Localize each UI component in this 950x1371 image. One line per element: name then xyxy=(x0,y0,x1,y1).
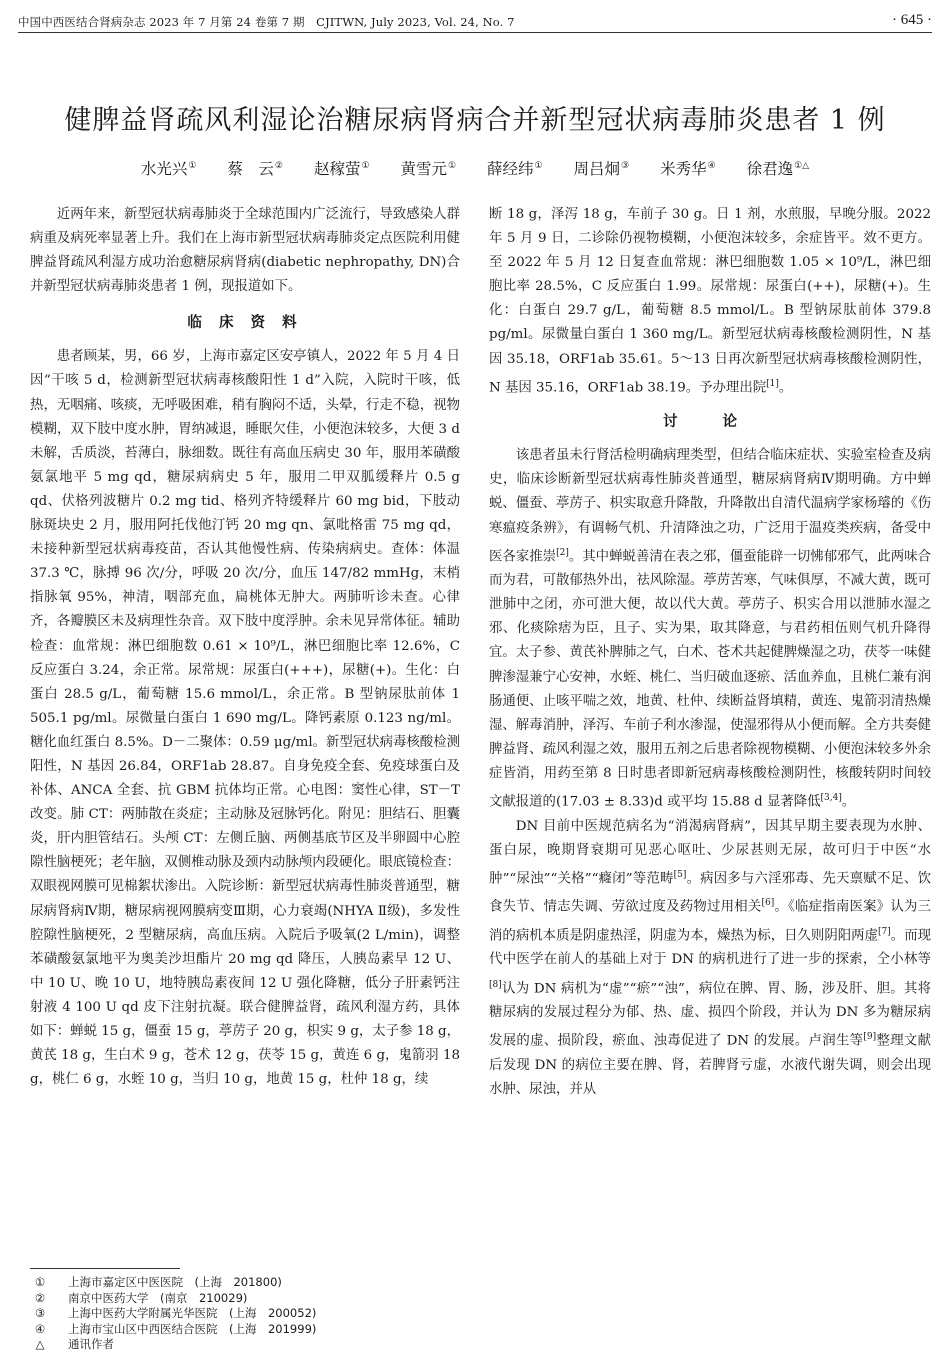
citation: [6] xyxy=(761,898,775,909)
discussion-paragraph: DN 目前中医规范病名为“消渴病肾病”，因其早期主要表现为水肿、蛋白尿，晚期肾衰期可见恶心呕吐、少尿甚则无尿，故可归于中医“水肿”“尿浊”“关格”“癃闭”等范畴[5]。病因多与六淫邪毒、先天禀赋不足、饮食失节、情志失调、劳欲过度及药物过用相关[6]。《临症指南医案》认为三消的病机本质是阴虚热淫，阴虚为本，燥热为标，日久则阴阳两虚[7]。而现代中医学在前人的基础上对于 DN 的病机进行了进一步的探索，仝小林等[8]认为 DN 病机为“虚”“瘀”“浊”，病位在脾、胃、肠，涉及肝、胆。其将糖尿病的发展过程分为郁、热、虚、损四个阶段，并认为 DN 多为糖尿病发展的虚、损阶段，瘀血、浊毒促进了 DN 的发展。卢润生等[9]整理文献后发现 DN 的病位主要在脾、肾，若脾肾亏虚，水液代谢失调，则会出现水肿、尿浊，并从 xyxy=(489,818,932,1097)
case-paragraph: 患者顾某，男，66 岁，上海市嘉定区安亭镇人，2022 年 5 月 4 日因“干咳 5 d，检测新型冠状病毒核酸阳性 1 d”入院，入院时干咳，低热，无咽痛、咳痰，无呼吸困难，稍有胸闷不适，头晕，行走不稳，视物模糊，双下肢中度水肿，胃纳减退，睡眠欠佳，小便泡沫较多，大便 3 d 未解，舌质淡，苔薄白，脉细数。既往有高血压病史 30 年，服用苯磺酸氨氯地平 5 mg qd，糖尿病病史 5 年，服用二甲双胍缓释片 0.5 g qd、伏格列波糖片 0.2 mg tid、格列齐特缓释片 60 mg bid，下肢动脉斑块史 2 月，服用阿托伐他汀钙 20 mg qn、氯吡格雷 75 mg qd，未接种新型冠状病毒疫苗，否认其他慢性病、传染病病史。查体：体温 37.3 ℃，脉搏 96 次/分，呼吸 20 次/分，血压 147/82 mmHg，末梢指脉氧 95%，神清，咽部充血，扁桃体无肿大。两肺听诊未查。心律齐，各瓣膜区未及病理性杂音。双下肢中度浮肿。余未见异常体征。辅助检查：血常规：淋巴细胞数 0.61 × 10⁹/L，淋巴细胞比率 12.6%，C 反应蛋白 3.24，余正常。尿常规：尿蛋白(+++)，尿糖(+)。生化：白蛋白 28.5 g/L，葡萄糖 15.6 mmol/L，余正常。B 型钠尿肽前体 1 505.1 pg/ml。尿微量白蛋白 1 690 mg/L。降钙素原 0.123 ng/ml。糖化血红蛋白 8.5%。D－二聚体：0.59 μg/ml。新型冠状病毒核酸检测阳性，N 基因 26.84，ORF1ab 28.87。自身免疫全套、免疫球蛋白及补体、ANCA 全套、抗 GBM 抗体均正常。心电图：窦性心律，ST－T 改变。肺 CT：两肺散在炎症；主动脉及冠脉钙化。附见：胆结石、胆囊炎，肝内胆管结石。头颅 CT：左侧丘脑、两侧基底节区及半卵圆中心腔隙性脑梗死；老年脑，双侧椎动脉及颈内动脉颅内段硬化。眼底镜检查：双眼视网膜可见棉絮状渗出。入院诊断：新型冠状病毒性肺炎普通型，糖尿病肾病Ⅳ期，糖尿病视网膜病变Ⅲ期，心力衰竭(NHYA Ⅱ级)，多发性腔隙性脑梗死，2 型糖尿病，高血压病。入院后予吸氧(2 L/min)，调整苯磺酸氨氯地平为奥美沙坦酯片 20 mg qd 降压，人胰岛素早 12 U、中 10 U、晚 10 U，地特胰岛素夜间 12 U 强化降糖，低分子肝素钙注射液 4 100 U qd 皮下注射抗凝。联合健脾益肾，疏风利湿方药，具体如下：蝉蜕 15 g，僵蚕 15 g，葶苈子 20 g，枳实 9 g，太子参 18 g，黄芪 18 g，生白术 9 g，苍术 12 g，茯苓 15 g，黄连 6 g，鬼箭羽 18 g，桃仁 6 g，水蛭 10 g，当归 10 g，地黄 15 g，杜仲 18 g，续 xyxy=(30,349,460,1088)
citation: [1] xyxy=(766,378,779,389)
author: 黄雪元① xyxy=(400,160,457,178)
footnote-item: ① 上海市嘉定区中医医院 (上海 201800) xyxy=(34,1275,282,1289)
citation: [5] xyxy=(673,869,687,880)
section-heading-discussion: 讨 论 xyxy=(662,413,758,431)
citation: [8] xyxy=(489,979,502,990)
author: 薛经纬① xyxy=(487,160,543,178)
left-column xyxy=(30,203,460,1092)
right-column xyxy=(489,203,931,1102)
article-title: 健脾益肾疏风利湿论治糖尿病肾病合并新型冠状病毒肺炎患者 1 例 xyxy=(64,105,886,136)
running-header xyxy=(18,12,932,33)
citation: [3,4] xyxy=(820,793,842,803)
footnote-item: △ 通讯作者 xyxy=(35,1337,114,1352)
footnote-item: ④ 上海市宝山区中西医结合医院 (上海 201999) xyxy=(34,1321,317,1336)
author: 徐君逸①△ xyxy=(746,160,810,178)
section-heading-clinical: 临 床 资 料 xyxy=(187,314,303,332)
discussion-paragraph: 该患者虽未行肾活检明确病理类型，但结合临床症状、实验室检查及病史，临床诊断新型冠状病毒性肺炎普通型，糖尿病肾病Ⅳ期明确。方中蝉蜕、僵蚕、葶苈子、枳实取意升降散，升降散出自清代温病学家杨璿的《伤寒瘟疫条辨》，有调畅气机、升清降浊之功，广泛用于温疫类疾病，备受中医各家推崇[2]。其中蝉蜕善清在表之邪，僵蚕能辟一切怫郁邪气，此两味合而为君，可散郁热外出，祛风除湿。葶苈苦寒，气味俱厚，不减大黄，既可泄肺中之闭，亦可泄大便，故以代大黄。葶苈子、枳实合用以泄肺水湿之邪、化痰除痞为臣，且子、实为果，取其降意，与君药相伍则气机升降得宜。太子参、黄芪补脾肺之气，白术、苍术共起健脾燥湿之功，茯苓一味健脾渗湿兼宁心安神，水蛭、桃仁、当归破血逐瘀、活血养血，且桃仁兼有润肠通便、止咳平喘之效，地黄、杜仲、续断益肾填精，黄连、鬼箭羽清热燥湿、解毒消肿，泽泻、车前子利水渗湿，使湿邪得从小便而解。全方共奏健脾益肾、疏风利湿之效，服用五剂之后患者除视物模糊、小便泡沫较多外余症皆消，用药至第 8 日时患者即新冠病毒核酸检测阴性，核酸转阴时间较文献报道的(17.03 ± 8.33)d 或平均 15.88 d 显著降低[3,4]。 xyxy=(489,448,932,810)
citation: [2] xyxy=(556,547,569,558)
footnote-divider xyxy=(30,1268,180,1269)
intro-paragraph: 近两年来，新型冠状病毒肺炎于全球范围内广泛流行，导致感染人群病重及病死率显著上升。我们在上海市新型冠状病毒肺炎定点医院利用健脾益肾疏风利湿方成功治愈糖尿病肾病(diabetic nephropathy, DN)合并新型冠状病毒肺炎患者 1 例，现报道如下。 xyxy=(30,207,460,295)
citation: [7] xyxy=(878,926,891,937)
footnote-item: ② 南京中医药大学 (南京 210029) xyxy=(34,1290,248,1305)
footnote-item: ③ 上海中医药大学附属光华医院 (上海 200052) xyxy=(34,1306,317,1321)
author: 赵稼萤① xyxy=(313,160,370,178)
footnotes xyxy=(30,1275,316,1353)
citation: [9] xyxy=(863,1032,877,1043)
author-list xyxy=(0,157,950,179)
journal-citation: 中国中西医结合肾病杂志 2023 年 7 月第 24 卷第 7 期 CJITWN, July 2023, Vol. 24, No. 7 xyxy=(18,15,515,29)
case-paragraph-continued: 断 18 g，泽泻 18 g，车前子 30 g。日 1 剂，水煎服，早晚分服。2022 年 5 月 9 日，二诊除仍视物模糊，小便泡沫较多，余症皆平。效不更方。至 2022 年 5 月 12 日复查血常规：淋巴细胞数 1.05 × 10⁹/L，淋巴细胞比率 28.5%，C 反应蛋白 1.99。尿常规：尿蛋白(++)，尿糖(+)。生化：白蛋白 29.7 g/L，葡萄糖 8.5 mmol/L。B 型钠尿肽前体 379.8 pg/ml。尿微量白蛋白 1 360 mg/L。新型冠状病毒核酸检测阴性，N 基因 35.18，ORF1ab 35.61。5～13 日再次新型冠状病毒核酸检测阴性，N 基因 35.16，ORF1ab 38.19。予办理出院[1]。 xyxy=(489,207,931,396)
author: 米秀华④ xyxy=(660,160,716,178)
author: 蔡 云② xyxy=(227,160,283,178)
author: 周吕炯③ xyxy=(573,160,630,178)
author: 水光兴① xyxy=(140,160,197,178)
page-number: · 645 · xyxy=(892,12,932,28)
